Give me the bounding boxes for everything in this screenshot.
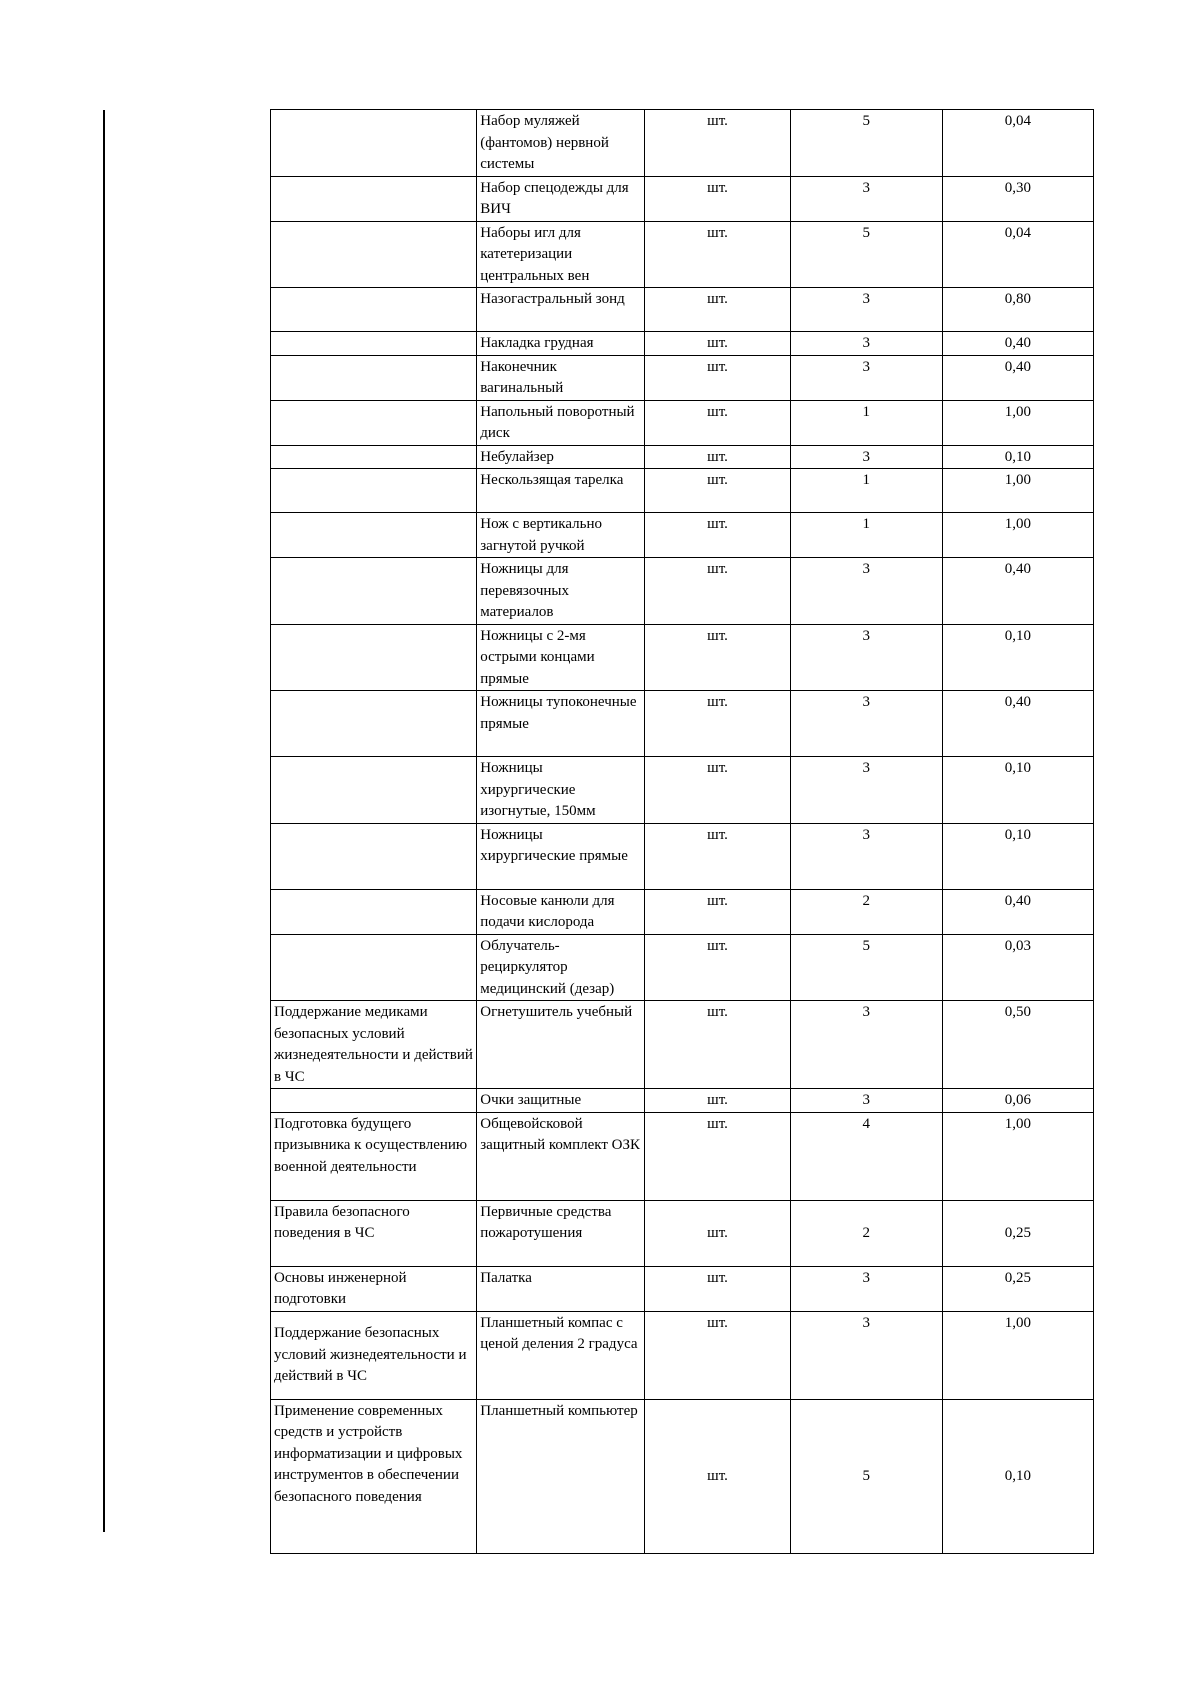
coefficient-cell: 1,00 bbox=[942, 1112, 1093, 1200]
item-name-cell: Наборы игл для катетеризации центральных вен bbox=[477, 221, 645, 288]
section-cell bbox=[271, 934, 477, 1001]
item-name-cell: Наконечник вагинальный bbox=[477, 355, 645, 400]
table-row bbox=[271, 624, 1094, 691]
table-row bbox=[271, 823, 1094, 889]
table-row bbox=[271, 934, 1094, 1001]
section-cell bbox=[271, 445, 477, 469]
item-name-cell: Ножницы хирургические прямые bbox=[477, 823, 645, 889]
table-row bbox=[271, 558, 1094, 625]
coefficient-cell: 1,00 bbox=[942, 1311, 1093, 1399]
coefficient-cell: 0,03 bbox=[942, 934, 1093, 1001]
unit-cell: шт. bbox=[645, 1001, 790, 1089]
quantity-cell: 5 bbox=[790, 934, 942, 1001]
quantity-cell: 3 bbox=[790, 691, 942, 757]
section-cell bbox=[271, 757, 477, 824]
coefficient-cell: 0,50 bbox=[942, 1001, 1093, 1089]
section-cell bbox=[271, 355, 477, 400]
left-margin-rule bbox=[103, 110, 105, 1532]
item-name-cell: Нескользящая тарелка bbox=[477, 469, 645, 513]
unit-cell: шт. bbox=[645, 558, 790, 625]
unit-cell: шт. bbox=[645, 624, 790, 691]
quantity-cell: 5 bbox=[790, 1399, 942, 1553]
unit-cell: шт. bbox=[645, 1089, 790, 1113]
section-cell bbox=[271, 469, 477, 513]
coefficient-cell: 1,00 bbox=[942, 469, 1093, 513]
table-row bbox=[271, 288, 1094, 332]
unit-cell: шт. bbox=[645, 332, 790, 356]
table-row bbox=[271, 513, 1094, 558]
item-name-cell: Набор муляжей (фантомов) нервной системы bbox=[477, 110, 645, 177]
section-cell: Применение современных средств и устройств информатизации и цифровых инструментов в обеспечении безопасного поведения bbox=[271, 1399, 477, 1553]
quantity-cell: 1 bbox=[790, 513, 942, 558]
section-cell bbox=[271, 889, 477, 934]
quantity-cell: 3 bbox=[790, 1001, 942, 1089]
table-row bbox=[271, 469, 1094, 513]
table-row bbox=[271, 1266, 1094, 1311]
item-name-cell: Небулайзер bbox=[477, 445, 645, 469]
item-name-cell: Назогастральный зонд bbox=[477, 288, 645, 332]
item-name-cell: Накладка грудная bbox=[477, 332, 645, 356]
unit-cell: шт. bbox=[645, 1200, 790, 1266]
equipment-table-body bbox=[271, 110, 1094, 1554]
quantity-cell: 2 bbox=[790, 1200, 942, 1266]
table-row bbox=[271, 110, 1094, 177]
section-cell: Правила безопасного поведения в ЧС bbox=[271, 1200, 477, 1266]
equipment-table bbox=[270, 109, 1094, 1554]
item-name-cell: Первичные средства пожаротушения bbox=[477, 1200, 645, 1266]
coefficient-cell: 1,00 bbox=[942, 513, 1093, 558]
table-row bbox=[271, 1112, 1094, 1200]
quantity-cell: 2 bbox=[790, 889, 942, 934]
table-row bbox=[271, 176, 1094, 221]
coefficient-cell: 0,10 bbox=[942, 823, 1093, 889]
coefficient-cell: 0,40 bbox=[942, 558, 1093, 625]
quantity-cell: 4 bbox=[790, 1112, 942, 1200]
section-cell bbox=[271, 1089, 477, 1113]
table-row bbox=[271, 1399, 1094, 1553]
quantity-cell: 3 bbox=[790, 355, 942, 400]
quantity-cell: 1 bbox=[790, 400, 942, 445]
section-cell: Поддержание безопасных условий жизнедеятельности и действий в ЧС bbox=[271, 1311, 477, 1399]
coefficient-cell: 0,10 bbox=[942, 445, 1093, 469]
item-name-cell: Палатка bbox=[477, 1266, 645, 1311]
section-cell bbox=[271, 558, 477, 625]
table-row bbox=[271, 400, 1094, 445]
section-cell: Основы инженерной подготовки bbox=[271, 1266, 477, 1311]
quantity-cell: 3 bbox=[790, 288, 942, 332]
item-name-cell: Планшетный компас с ценой деления 2 градуса bbox=[477, 1311, 645, 1399]
item-name-cell: Очки защитные bbox=[477, 1089, 645, 1113]
coefficient-cell: 0,40 bbox=[942, 332, 1093, 356]
coefficient-cell: 0,25 bbox=[942, 1266, 1093, 1311]
item-name-cell: Нож с вертикально загнутой ручкой bbox=[477, 513, 645, 558]
table-row bbox=[271, 889, 1094, 934]
coefficient-cell: 0,04 bbox=[942, 221, 1093, 288]
unit-cell: шт. bbox=[645, 110, 790, 177]
unit-cell: шт. bbox=[645, 445, 790, 469]
section-cell bbox=[271, 624, 477, 691]
item-name-cell: Общевойсковой защитный комплект ОЗК bbox=[477, 1112, 645, 1200]
quantity-cell: 3 bbox=[790, 1266, 942, 1311]
item-name-cell: Облучатель-рециркулятор медицинский (дезар) bbox=[477, 934, 645, 1001]
coefficient-cell: 0,30 bbox=[942, 176, 1093, 221]
coefficient-cell: 0,25 bbox=[942, 1200, 1093, 1266]
unit-cell: шт. bbox=[645, 934, 790, 1001]
section-cell bbox=[271, 400, 477, 445]
table-row bbox=[271, 445, 1094, 469]
coefficient-cell: 0,10 bbox=[942, 1399, 1093, 1553]
table-row bbox=[271, 221, 1094, 288]
unit-cell: шт. bbox=[645, 1399, 790, 1553]
unit-cell: шт. bbox=[645, 823, 790, 889]
table-row bbox=[271, 332, 1094, 356]
table-row bbox=[271, 1200, 1094, 1266]
table-row bbox=[271, 691, 1094, 757]
coefficient-cell: 0,80 bbox=[942, 288, 1093, 332]
coefficient-cell: 0,04 bbox=[942, 110, 1093, 177]
item-name-cell: Ножницы с 2-мя острыми концами прямые bbox=[477, 624, 645, 691]
section-cell bbox=[271, 288, 477, 332]
item-name-cell: Ножницы хирургические изогнутые, 150мм bbox=[477, 757, 645, 824]
coefficient-cell: 0,06 bbox=[942, 1089, 1093, 1113]
table-row bbox=[271, 1001, 1094, 1089]
coefficient-cell: 0,40 bbox=[942, 889, 1093, 934]
quantity-cell: 3 bbox=[790, 176, 942, 221]
table-row bbox=[271, 1089, 1094, 1113]
coefficient-cell: 0,40 bbox=[942, 355, 1093, 400]
section-cell bbox=[271, 176, 477, 221]
item-name-cell: Огнетушитель учебный bbox=[477, 1001, 645, 1089]
section-cell: Подготовка будущего призывника к осуществлению военной деятельности bbox=[271, 1112, 477, 1200]
item-name-cell: Планшетный компьютер bbox=[477, 1399, 645, 1553]
unit-cell: шт. bbox=[645, 221, 790, 288]
section-cell bbox=[271, 332, 477, 356]
coefficient-cell: 0,10 bbox=[942, 757, 1093, 824]
table-row bbox=[271, 1311, 1094, 1399]
quantity-cell: 5 bbox=[790, 110, 942, 177]
section-cell bbox=[271, 823, 477, 889]
unit-cell: шт. bbox=[645, 513, 790, 558]
item-name-cell: Напольный поворотный диск bbox=[477, 400, 645, 445]
quantity-cell: 3 bbox=[790, 332, 942, 356]
quantity-cell: 5 bbox=[790, 221, 942, 288]
unit-cell: шт. bbox=[645, 400, 790, 445]
item-name-cell: Носовые канюли для подачи кислорода bbox=[477, 889, 645, 934]
unit-cell: шт. bbox=[645, 1311, 790, 1399]
quantity-cell: 1 bbox=[790, 469, 942, 513]
quantity-cell: 3 bbox=[790, 823, 942, 889]
quantity-cell: 3 bbox=[790, 1311, 942, 1399]
unit-cell: шт. bbox=[645, 355, 790, 400]
item-name-cell: Набор спецодежды для ВИЧ bbox=[477, 176, 645, 221]
quantity-cell: 3 bbox=[790, 445, 942, 469]
quantity-cell: 3 bbox=[790, 558, 942, 625]
section-cell bbox=[271, 110, 477, 177]
section-cell: Поддержание медиками безопасных условий жизнедеятельности и действий в ЧС bbox=[271, 1001, 477, 1089]
unit-cell: шт. bbox=[645, 1266, 790, 1311]
unit-cell: шт. bbox=[645, 1112, 790, 1200]
unit-cell: шт. bbox=[645, 469, 790, 513]
unit-cell: шт. bbox=[645, 757, 790, 824]
section-cell bbox=[271, 513, 477, 558]
item-name-cell: Ножницы тупоконечные прямые bbox=[477, 691, 645, 757]
table-row bbox=[271, 355, 1094, 400]
coefficient-cell: 0,10 bbox=[942, 624, 1093, 691]
quantity-cell: 3 bbox=[790, 1089, 942, 1113]
coefficient-cell: 1,00 bbox=[942, 400, 1093, 445]
unit-cell: шт. bbox=[645, 889, 790, 934]
quantity-cell: 3 bbox=[790, 624, 942, 691]
unit-cell: шт. bbox=[645, 691, 790, 757]
item-name-cell: Ножницы для перевязочных материалов bbox=[477, 558, 645, 625]
coefficient-cell: 0,40 bbox=[942, 691, 1093, 757]
section-cell bbox=[271, 221, 477, 288]
unit-cell: шт. bbox=[645, 288, 790, 332]
unit-cell: шт. bbox=[645, 176, 790, 221]
quantity-cell: 3 bbox=[790, 757, 942, 824]
section-cell bbox=[271, 691, 477, 757]
table-row bbox=[271, 757, 1094, 824]
